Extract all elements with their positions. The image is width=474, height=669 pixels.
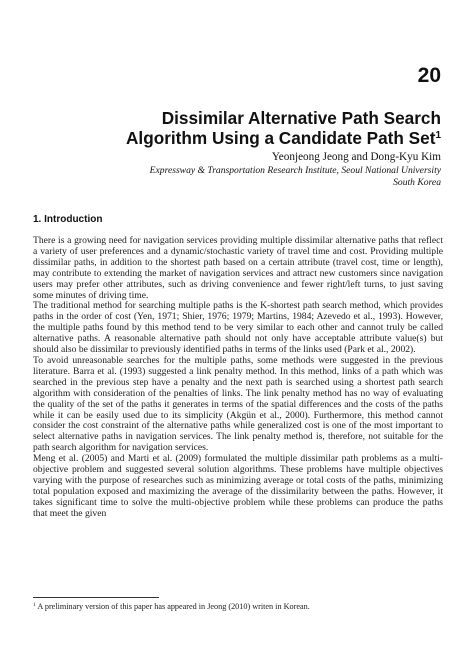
- paragraph-2: The traditional method for searching multiple paths is the K-shortest path search method, which provides paths in the order of cost (Yen, 1971; Shier, 1976; 1979; Martins, 1984; Azevedo et al., 1993). However, the multiple paths found by this method tend to be very similar to each other and cannot truly be called alternative paths. A reasonable alternative path should not only have acceptable attribute value(s) but should also be dissimilar to previously identified paths in terms of the links used (Park et al., 2002).: [33, 300, 443, 356]
- title-line-1: Dissimilar Alternative Path Search: [161, 108, 441, 128]
- author-names: Yeonjeong Jeong and Dong-Kyu Kim: [271, 151, 441, 163]
- title-line-2-text: Algorithm Using a Candidate Path Set: [126, 128, 436, 148]
- title-line-2: [21, 128, 441, 148]
- affiliation-line-1: Expressway & Transportation Research Institute, Seoul National University: [149, 165, 441, 176]
- footnote: [33, 602, 443, 612]
- paragraph-4: Meng et al. (2005) and Marti et al. (2009) formulated the multiple dissimilar path problems as a multi-objective problem and suggested several solution algorithms. These problems have multiple objectives varying with the purpose of researches such as minimizing average or total costs of the paths, minimizing total population exposed and maximizing the average of the dissimilarity between the paths. However, it takes significant time to solve the multi-objective problem while these problems can produce the paths that meet the given: [33, 453, 443, 519]
- body-text: [33, 236, 443, 520]
- footnote-text: A preliminary version of this paper has appeared in Jeong (2010) writen in Korean.: [37, 602, 310, 611]
- paper-title: [21, 108, 441, 148]
- section-heading-introduction: 1. Introduction: [33, 214, 103, 225]
- paragraph-1: There is a growing need for navigation services providing multiple dissimilar alternative paths that reflect a variety of user preferences and a dynamic/stochastic variety of travel time and cost. Providing multiple dissimilar paths, in addition to the shortest path based on a certain attribute (travel cost, time or length), may contribute to extending the market of navigation services and attract new customers since navigation users may prefer other attributes, such as driving convenience and fewer right/left turns, to just saving some minutes of driving time.: [33, 235, 443, 301]
- footnote-divider: [33, 597, 159, 598]
- paragraph-3: To avoid unreasonable searches for the multiple paths, some methods were suggested in the previous literature. Barra et al. (1993) suggested a link penalty method. In this method, links of a path which was searched in the previous step have a penalty and the next path is searched using a shortest path search algorithm with consideration of the penalties of links. The link penalty method has no way of evaluating the quality of the set of the paths it generates in terms of the spatial differences and the costs of the paths while it can be easily used due to its simplicity (Akgün et al., 2000). Furthermore, this method cannot consider the cost constraint of the alternative paths while generalized cost is one of the most important to select alternative paths in navigation services. The link penalty method is, therefore, not suitable for the path search algorithm for navigation services.: [33, 354, 443, 454]
- chapter-number: 20: [417, 64, 441, 87]
- author-affiliation: [101, 165, 441, 189]
- footnote-marker: 1: [33, 602, 36, 608]
- title-footnote-marker: 1: [435, 130, 441, 141]
- affiliation-line-2: South Korea: [393, 177, 441, 189]
